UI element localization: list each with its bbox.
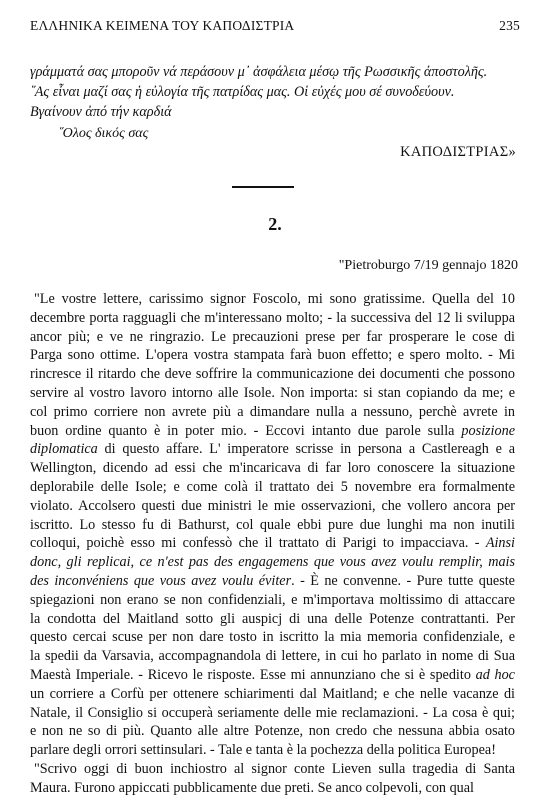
text-run: la condotta del Maitland sotto gli auspicj di una delle Potenze contrattanti. Per: [30, 610, 515, 627]
text-run: des inconvéniens que vous avez voulu éviter: [30, 573, 292, 589]
body-text-line: [30, 497, 515, 515]
body-text-line: [30, 478, 515, 496]
text-run: questo cercai scuse per non dare tosto in iscritto la mia memoria confidenziale, e: [30, 629, 515, 646]
greek-text-line: Βγαίνουν ἀπό τήν καρδιά: [30, 104, 172, 120]
body-text-line: [30, 760, 515, 778]
text-run: Natale, il Consiglio si occuperà seriamente delle mie reclamazioni. - La cosa è qui;: [30, 704, 515, 721]
body-text-line: [30, 722, 515, 740]
text-run: violato. Accolsero questi due ministri le mie osservazioni, che vollero ancora per: [30, 497, 515, 514]
text-run: ancor più; e ve ne ringrazio. Le precauzioni prese per far prosperare le cose di: [30, 328, 515, 345]
body-text-line: [30, 422, 515, 440]
text-run: Parga sono ottime. L'opera vostra stampata farà buon effetto; e spero molto. - Mi: [30, 347, 515, 364]
section-number: 2.: [268, 214, 282, 234]
body-text-line: [30, 534, 515, 552]
text-run: rincresce il ritardo che deve soffrire la communicazione dei documenti che possono: [30, 366, 515, 383]
body-text-line: [30, 647, 515, 665]
letter-signature: ΚΑΠΟΔΙΣΤΡΙΑΣ»: [400, 144, 516, 160]
body-text-line: [30, 704, 515, 722]
body-text-line: [30, 365, 515, 383]
text-run: "Le vostre lettere, carissimo signor Foscolo, mi sono gratissime. Quella del 10: [34, 291, 515, 307]
text-run: . - È ne convenne. - Pure tutte queste: [291, 573, 515, 589]
body-text-line: [30, 459, 515, 477]
text-run: iscritto. Lo stesso fu di Bathurst, col quale ebbi pure due lunghi ma non inutili: [30, 516, 515, 533]
running-title: ΕΛΛΗΝΙΚΑ ΚΕΙΜΕΝΑ ΤΟΥ ΚΑΠΟΔΙΣΤΡΙΑ: [30, 18, 295, 33]
body-text-line: [30, 440, 515, 458]
greek-text-line: γράμματά σας μποροῦν νά περάσουν μ᾽ ἀσφάλεια μέσῳ τῆς Ρωσσικῆς ἀποστολῆς.: [30, 64, 488, 80]
section-divider: [232, 186, 294, 188]
body-text-line: [30, 328, 515, 346]
text-run: colloqui, poichè esso mi confessò che il trattato di Parigi to impacciava. -: [30, 535, 486, 552]
body-text-line: [30, 666, 515, 684]
greek-text-line: ῞Ας εἶναι μαζί σας ἡ εὐλογία τῆς πατρίδας μας. Οἱ εὐχές μου σέ συνοδεύουν.: [30, 84, 455, 100]
body-text-line: [30, 741, 515, 759]
body-text-line: [30, 685, 515, 703]
body-text-line: [30, 516, 515, 534]
text-run: col primo corriere non avrete più a dimandare nulla a nessuno, perchè avrete in: [30, 403, 515, 420]
text-run: buon ordine quanto è in poter mio. - Eccovi intanto due parole sulla: [30, 422, 462, 439]
letter-closing: ῞Ολος δικός σας: [58, 126, 149, 141]
body-text-line: [30, 553, 515, 571]
text-run: Maestà Imperiale. - Ricevo le risposte. Esse mi annunziano che si è spedito: [30, 667, 476, 683]
text-run: Wellington, dicendo ad essi che m'incaricava di far loro conoscere la situazione: [30, 460, 515, 477]
body-text-line: [30, 610, 515, 628]
text-run: diplomatica: [30, 441, 98, 458]
body-text-line: [30, 346, 515, 364]
body-text-line: [30, 591, 515, 609]
text-run: spiegazioni non erano se non confidenziali, e m'importava moltissimo di attaccare: [30, 591, 515, 608]
text-run: posizione: [461, 422, 515, 439]
text-run: un corriere a Corfù per ottenere schiarimenti dal Maitland; e che nelle vacanze di: [30, 685, 515, 702]
body-text-line: [30, 628, 515, 646]
body-text-line: [30, 290, 515, 308]
text-run: Ainsi: [485, 535, 515, 552]
body-text-line: [30, 779, 515, 797]
text-run: la spedii da Varsavia, accompagnandola di lettere, in cui ho parlato in nome di Sua: [30, 648, 515, 665]
page-number: 235: [499, 18, 520, 33]
body-text-line: [30, 309, 515, 327]
text-run: ad hoc: [475, 667, 515, 683]
text-run: decembre porta ragguagli che m'interessano molto; - la successiva del 12 li sviluppa: [30, 309, 515, 326]
text-run: deplorabile delle Isole; e come colà il trattato dei 5 novembre era formalmente: [30, 479, 515, 495]
text-run: parlare degli orrori settinsulari. - Tale e tanta è la pochezza della politica Europea!: [30, 742, 496, 759]
text-run: e non ne so di più. Quanto alle altre Potenze, non credo che nessuna abbia osato: [30, 723, 515, 740]
text-run: di questo affare. L' imperatore scrisse in persona a Castlereagh e a: [97, 441, 515, 458]
letter-dateline: "Pietroburgo 7/19 gennajo 1820: [338, 258, 518, 273]
body-text-line: [30, 572, 515, 590]
text-run: "Scrivo oggi di buon inchiostro al signor conte Lieven sulla tragedia di Santa: [34, 761, 515, 777]
text-run: servire al vostro lavoro intorno alle Isole. Non importa: si stan copiando da me; e: [30, 385, 515, 401]
text-run: Maura. Furono appiccati pubblicamente due preti. Se anco colpevoli, con qual: [30, 779, 475, 796]
text-run: donc, gli replicai, ce n'est pas des engagemens que vous avez voulu remplir, mais: [30, 554, 515, 571]
body-text-line: [30, 384, 515, 402]
body-text-line: [30, 403, 515, 421]
